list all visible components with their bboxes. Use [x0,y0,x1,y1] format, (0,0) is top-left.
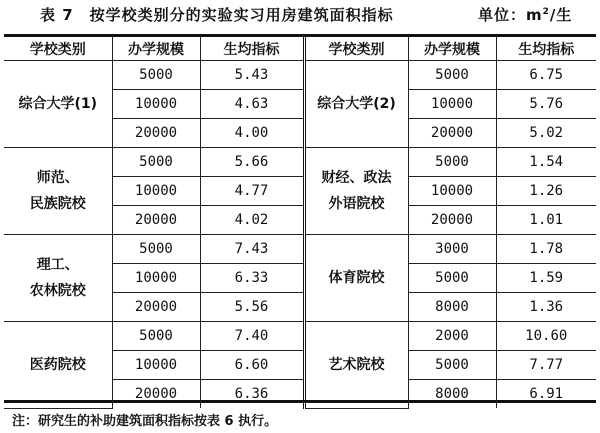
left-index-cell: 4.77 [200,177,304,206]
left-category-cell: 理工、 农林院校 [4,235,112,322]
left-scale-cell: 20000 [112,293,200,322]
table-body [4,61,596,409]
right-index-cell: 1.78 [496,235,596,264]
left-index-cell: 5.43 [200,61,304,90]
header-left-scale: 办学规模 [112,37,200,61]
right-index-cell: 1.59 [496,264,596,293]
right-scale-cell: 10000 [408,90,496,119]
right-category-cell: 综合大学(2) [304,61,408,148]
left-scale-cell: 5000 [112,322,200,351]
data-table [4,37,596,409]
right-scale-cell: 5000 [408,264,496,293]
left-index-cell: 5.56 [200,293,304,322]
header-left-category: 学校类别 [4,37,112,61]
left-scale-cell: 10000 [112,177,200,206]
table-caption: 表 7 按学校类别分的实验实习用房建筑面积指标 [40,6,394,24]
right-category-cell: 体育院校 [304,235,408,322]
table-title [0,4,600,26]
right-scale-cell: 5000 [408,61,496,90]
right-scale-cell: 2000 [408,322,496,351]
right-index-cell: 6.75 [496,61,596,90]
left-scale-cell: 10000 [112,351,200,380]
right-scale-cell: 20000 [408,119,496,148]
unit-label [478,4,572,25]
left-scale-cell: 5000 [112,148,200,177]
left-index-cell: 6.36 [200,380,304,409]
left-index-cell: 4.63 [200,90,304,119]
right-category-cell: 财经、政法 外语院校 [304,148,408,235]
footnote: 注：研究生的补助建筑面积指标按表 6 执行。 [12,414,278,429]
left-scale-cell: 5000 [112,235,200,264]
header-row [4,37,596,61]
right-scale-cell: 3000 [408,235,496,264]
header-right-category: 学校类别 [304,37,408,61]
table-row [4,235,596,264]
left-scale-cell: 5000 [112,61,200,90]
right-index-cell: 7.77 [496,351,596,380]
left-index-cell: 4.00 [200,119,304,148]
header-right-index: 生均指标 [496,37,596,61]
unit-prefix: 单位：m [478,6,543,24]
unit-suffix: /生 [549,6,573,24]
right-index-cell: 5.76 [496,90,596,119]
left-index-cell: 6.33 [200,264,304,293]
right-scale-cell: 8000 [408,380,496,409]
header-right-scale: 办学规模 [408,37,496,61]
left-category-cell: 医药院校 [4,322,112,409]
left-category-cell: 师范、 民族院校 [4,148,112,235]
right-index-cell: 5.02 [496,119,596,148]
right-scale-cell: 5000 [408,148,496,177]
left-scale-cell: 20000 [112,206,200,235]
left-index-cell: 5.66 [200,148,304,177]
right-index-cell: 10.60 [496,322,596,351]
left-category-cell: 综合大学(1) [4,61,112,148]
right-index-cell: 1.54 [496,148,596,177]
table-row [4,322,596,351]
left-scale-cell: 20000 [112,380,200,409]
right-category-cell: 艺术院校 [304,322,408,409]
left-index-cell: 7.43 [200,235,304,264]
right-index-cell: 1.36 [496,293,596,322]
left-index-cell: 6.60 [200,351,304,380]
left-scale-cell: 20000 [112,119,200,148]
right-index-cell: 1.01 [496,206,596,235]
right-index-cell: 6.91 [496,380,596,409]
right-scale-cell: 10000 [408,177,496,206]
header-left-index: 生均指标 [200,37,304,61]
data-table-frame [4,34,596,403]
table-row [4,61,596,90]
left-scale-cell: 10000 [112,90,200,119]
right-index-cell: 1.26 [496,177,596,206]
left-index-cell: 4.02 [200,206,304,235]
table-row [4,148,596,177]
right-scale-cell: 20000 [408,206,496,235]
left-scale-cell: 10000 [112,264,200,293]
unit-superscript: 2 [542,7,550,17]
left-index-cell: 7.40 [200,322,304,351]
right-scale-cell: 5000 [408,351,496,380]
right-scale-cell: 8000 [408,293,496,322]
